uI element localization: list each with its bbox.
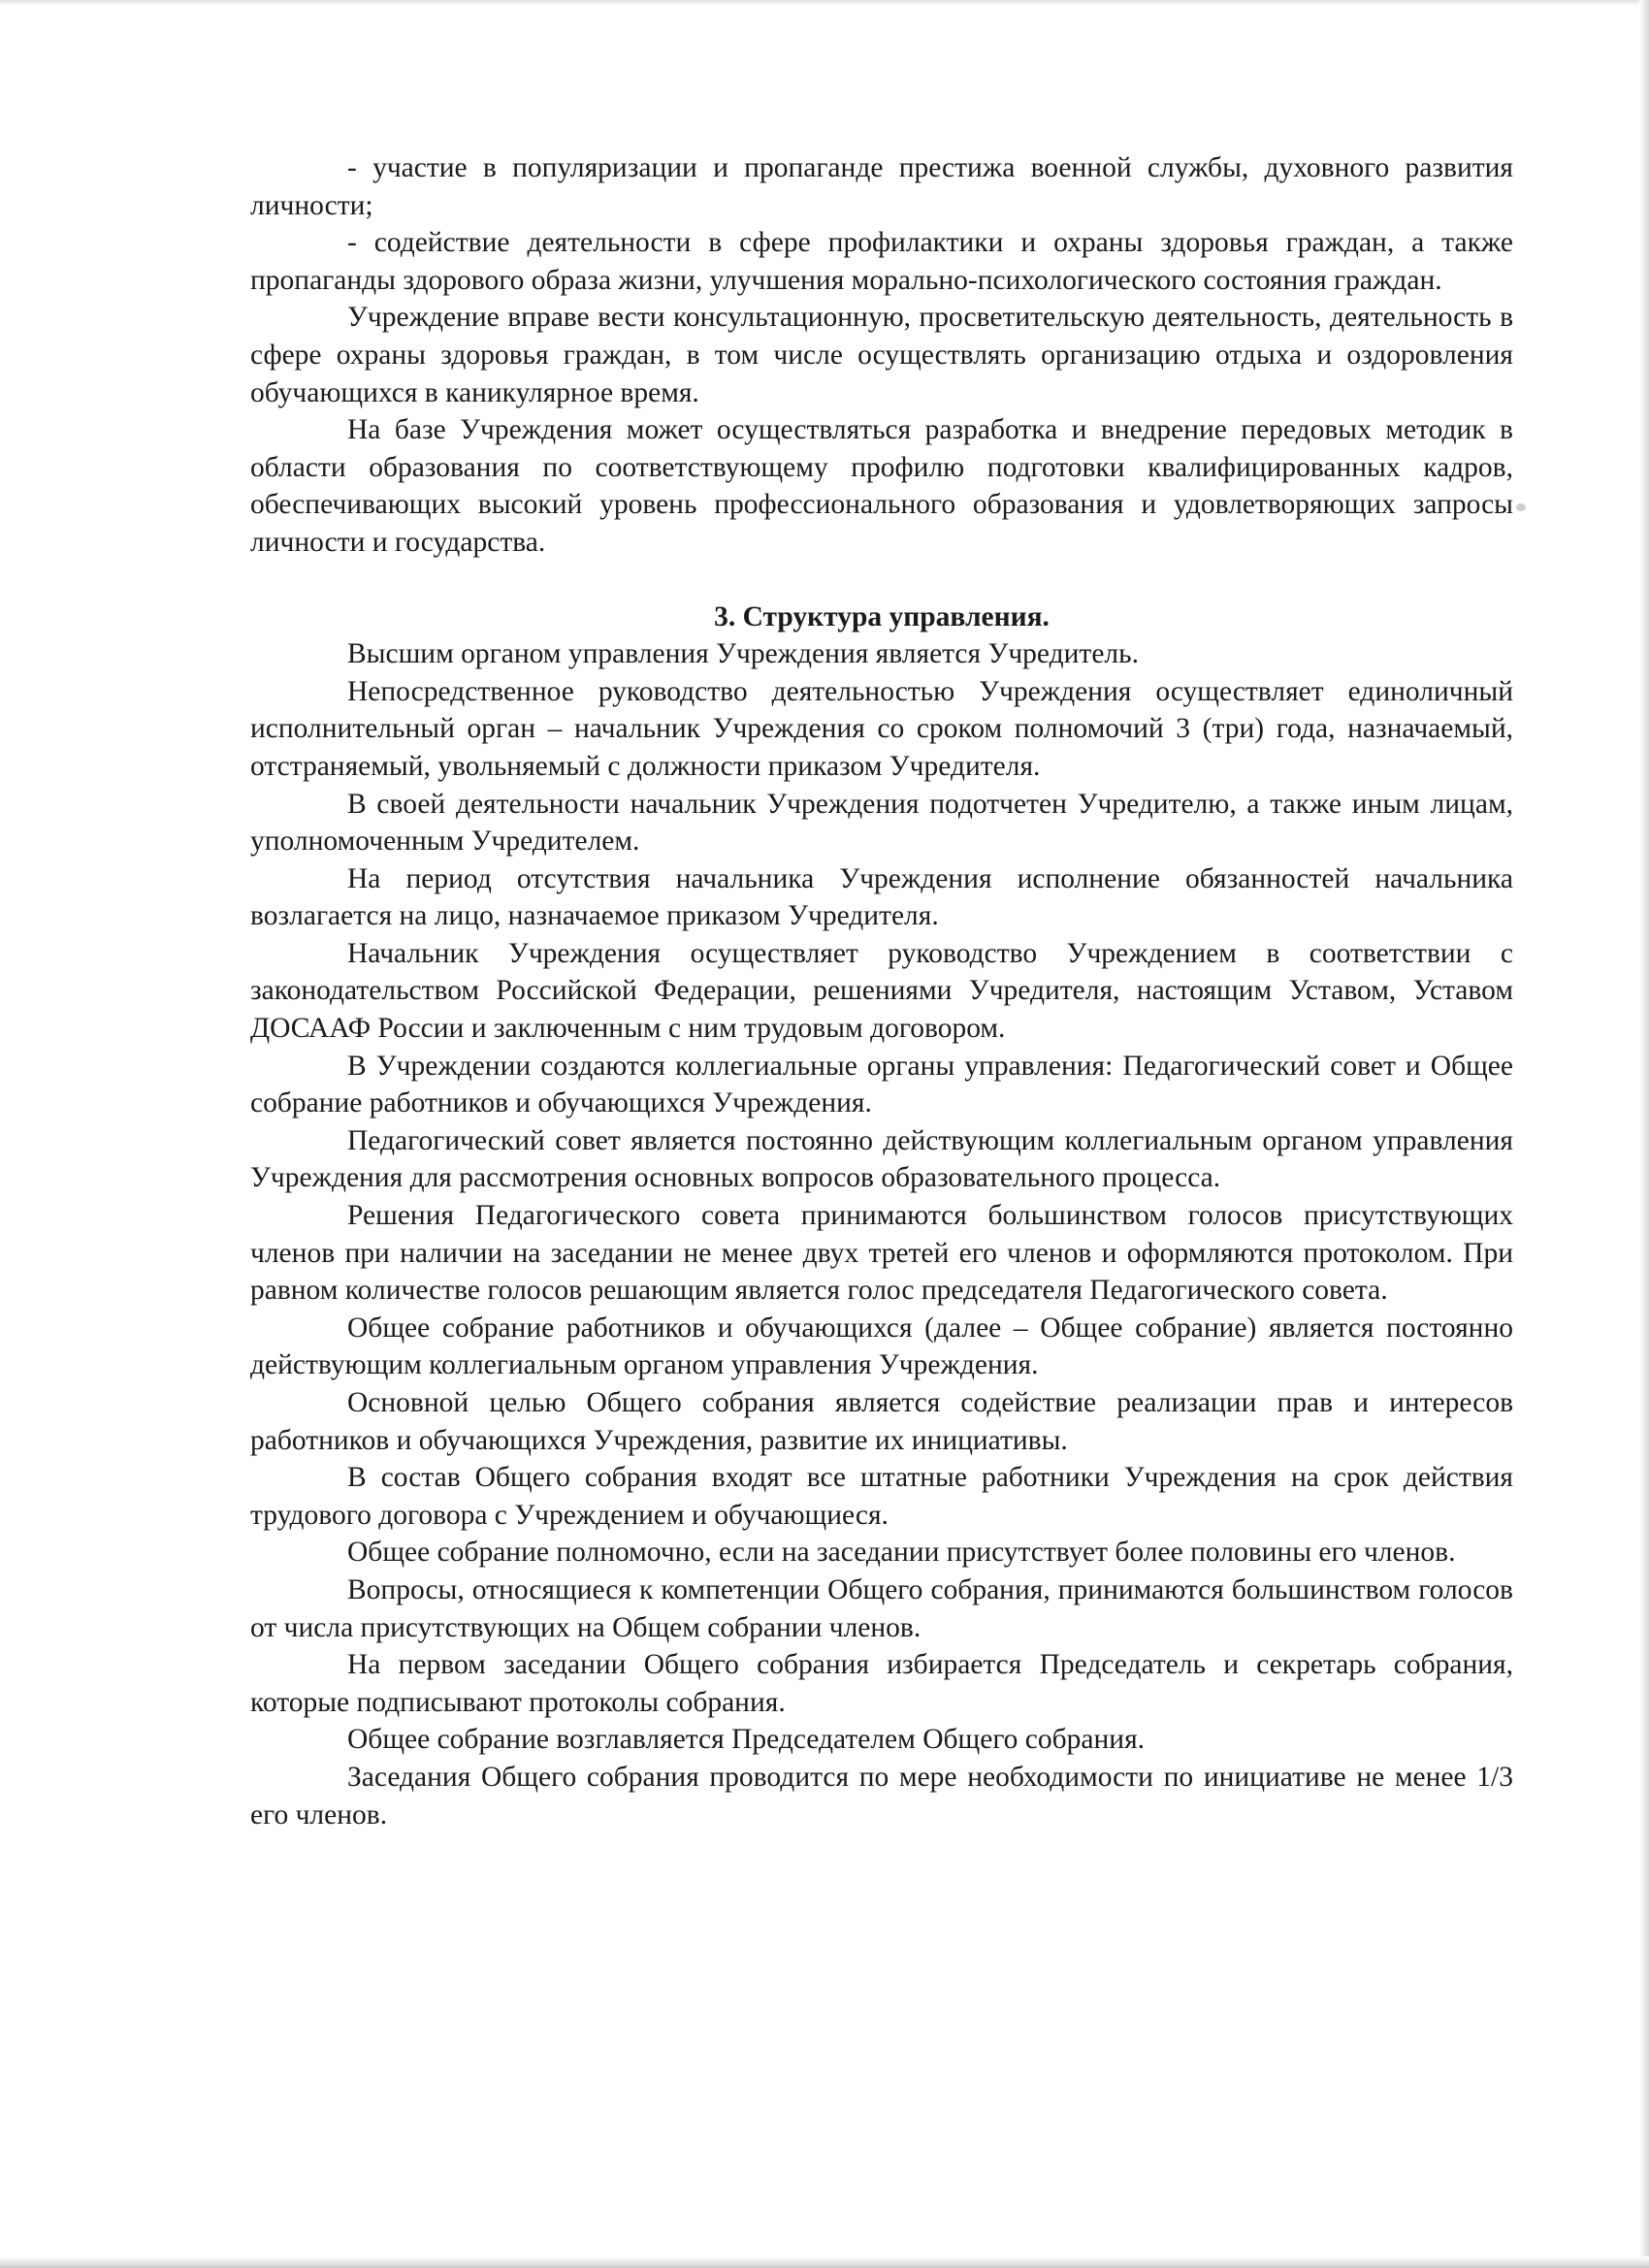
section-3 <box>250 599 1513 1834</box>
paragraph: Начальник Учреждения осуществляет руководство Учреждением в соответствии с законодательством Российской Федерации, решениями Учредителя, настоящим Уставом, Уставом ДОСААФ России и заключенным с ним трудовым договором. <box>250 937 1513 1045</box>
paragraph: На базе Учреждения может осуществляться разработка и внедрение передовых методик в области образования по соответствующему профилю подготовки квалифицированных кадров, обеспечивающих высокий уровень профессионального образования и удовлетворяющих запросы личности и государства. <box>250 414 1513 558</box>
scan-edge-top <box>0 0 1649 6</box>
scan-speck <box>1516 503 1526 511</box>
paragraph: В состав Общего собрания входят все штатные работники Учреждения на срок действия трудового договора с Учреждением и обучающиеся. <box>250 1462 1513 1531</box>
scan-edge-bottom <box>0 2256 1649 2268</box>
paragraph: Общее собрание работников и обучающихся (далее – Общее собрание) является постоянно действующим коллегиальным органом управления Учреждения. <box>250 1312 1513 1381</box>
paragraph: На период отсутствия начальника Учреждения исполнение обязанностей начальника возлагается на лицо, назначаемое приказом Учредителя. <box>250 862 1513 932</box>
paragraph: Педагогический совет является постоянно действующим коллегиальным органом управления Учреждения для рассмотрения основных вопросов образовательного процесса. <box>250 1124 1513 1194</box>
paragraph: - участие в популяризации и пропаганде престижа военной службы, духовного развития личности; <box>250 152 1513 221</box>
paragraph: Непосредственное руководство деятельностью Учреждения осуществляет единоличный исполнительный орган – начальник Учреждения со сроком полномочий 3 (три) года, назначаемый, отстраняемый, увольняемый с должности приказом Учредителя. <box>250 675 1513 782</box>
paragraph: На первом заседании Общего собрания избирается Председатель и секретарь собрания, которые подписывают протоколы собрания. <box>250 1649 1513 1718</box>
paragraph: Высшим органом управления Учреждения является Учредитель. <box>347 638 1139 670</box>
paragraph: В своей деятельности начальник Учреждения подотчетен Учредителю, а также иным лицам, уполномоченным Учредителем. <box>250 788 1513 858</box>
paragraph: Учреждение вправе вести консультационную, просветительскую деятельность, деятельность в сфере охраны здоровья граждан, в том числе осуществлять организацию отдыха и оздоровления обучающихся в каникулярное время. <box>250 302 1513 408</box>
paragraph: Решения Педагогического совета принимаются большинством голосов присутствующих членов при наличии на заседании не менее двух третей его членов и оформляются протоколом. При равном количестве голосов решающим является голос председателя Педагогического совета. <box>250 1200 1513 1307</box>
paragraph: В Учреждении создаются коллегиальные органы управления: Педагогический совет и Общее собрание работников и обучающихся Учреждения. <box>250 1050 1513 1119</box>
paragraph: Основной целью Общего собрания является содействие реализации прав и интересов работников и обучающихся Учреждения, развитие их инициативы. <box>250 1387 1513 1456</box>
paragraph: Заседания Общего собрания проводится по мере необходимости по инициативе не менее 1/3 его членов. <box>250 1761 1513 1831</box>
paragraph: - содействие деятельности в сфере профилактики и охраны здоровья граждан, а также пропаганды здорового образа жизни, улучшения морально-психологического состояния граждан. <box>250 227 1513 296</box>
paragraph: Вопросы, относящиеся к компетенции Общего собрания, принимаются большинством голосов от числа присутствующих на Общем собрании членов. <box>250 1573 1513 1643</box>
paragraph: Общее собрание полномочно, если на заседании присутствует более половины его членов. <box>347 1537 1456 1569</box>
intro-block <box>250 149 1513 562</box>
document-page <box>250 149 1513 1833</box>
scan-edge-right <box>1639 0 1649 2268</box>
paragraph: Общее собрание возглавляется Председателем Общего собрания. <box>347 1724 1146 1756</box>
section-heading: 3. Структура управления. <box>714 600 1050 632</box>
